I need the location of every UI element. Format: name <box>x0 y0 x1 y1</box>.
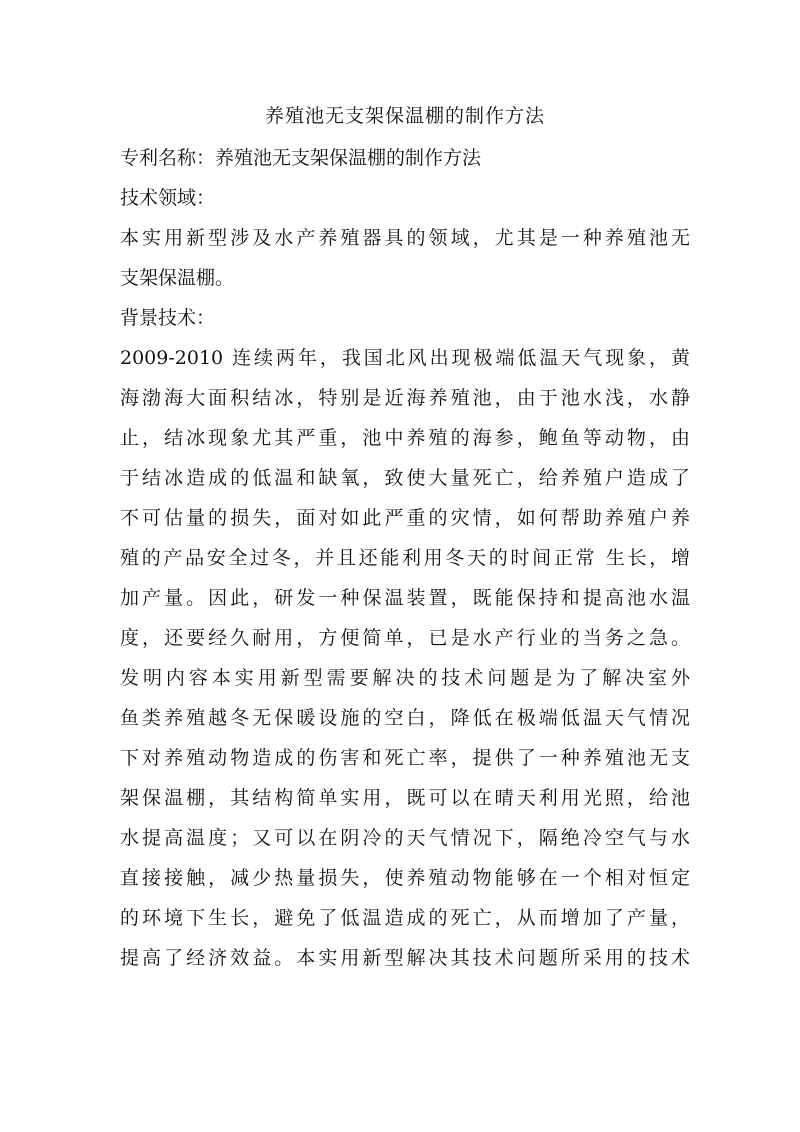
section-heading-technical-field: 技术领域： <box>120 187 216 209</box>
paragraph-line: 提高了经济效益。本实用新型解决其技术问题所采用的技术 <box>120 947 690 969</box>
paragraph-line: 下对养殖动物造成的伤害和死亡率，提供了一种养殖池无支 <box>120 747 690 769</box>
paragraph-line: 水提高温度；又可以在阴冷的天气情况下，隔绝冷空气与水 <box>120 827 690 849</box>
paragraph-line: 的环境下生长，避免了低温造成的死亡，从而增加了产量， <box>120 907 690 929</box>
paragraph-line: 支架保温棚。 <box>120 267 235 289</box>
paragraph-line: 直接接触，减少热量损失，使养殖动物能够在一个相对恒定 <box>120 867 690 889</box>
paragraph-line: 加产量。因此，研发一种保温装置，既能保持和提高池水温 <box>120 587 690 609</box>
document-title: 养殖池无支架保温棚的制作方法 <box>264 105 545 127</box>
patent-name-line: 专利名称：养殖池无支架保温棚的制作方法 <box>120 147 482 169</box>
paragraph-line: 发明内容本实用新型需要解决的技术问题是为了解决室外 <box>120 667 690 689</box>
section-heading-background: 背景技术： <box>120 307 216 329</box>
paragraph-line: 海渤海大面积结冰，特别是近海养殖池，由于池水浅，水静 <box>120 387 690 409</box>
paragraph-line: 殖的产品安全过冬，并且还能利用冬天的时间正常 生长，增 <box>120 547 690 569</box>
paragraph-line: 架保温棚，其结构简单实用，既可以在晴天利用光照，给池 <box>120 787 690 809</box>
document-page <box>120 96 690 978</box>
paragraph-line: 止，结冰现象尤其严重，池中养殖的海参，鲍鱼等动物，由 <box>120 427 690 449</box>
paragraph-line: 度，还要经久耐用，方便简单，已是水产行业的当务之急。 <box>120 627 690 649</box>
paragraph-line: 2009-2010 连续两年，我国北风出现极端低温天气现象，黄 <box>120 347 690 369</box>
paragraph-line: 不可估量的损失，面对如此严重的灾情，如何帮助养殖户养 <box>120 507 690 529</box>
paragraph-line: 于结冰造成的低温和缺氧，致使大量死亡，给养殖户造成了 <box>120 467 690 489</box>
paragraph-line: 本实用新型涉及水产养殖器具的领域，尤其是一种养殖池无 <box>120 227 690 249</box>
paragraph-line: 鱼类养殖越冬无保暖设施的空白，降低在极端低温天气情况 <box>120 707 690 729</box>
